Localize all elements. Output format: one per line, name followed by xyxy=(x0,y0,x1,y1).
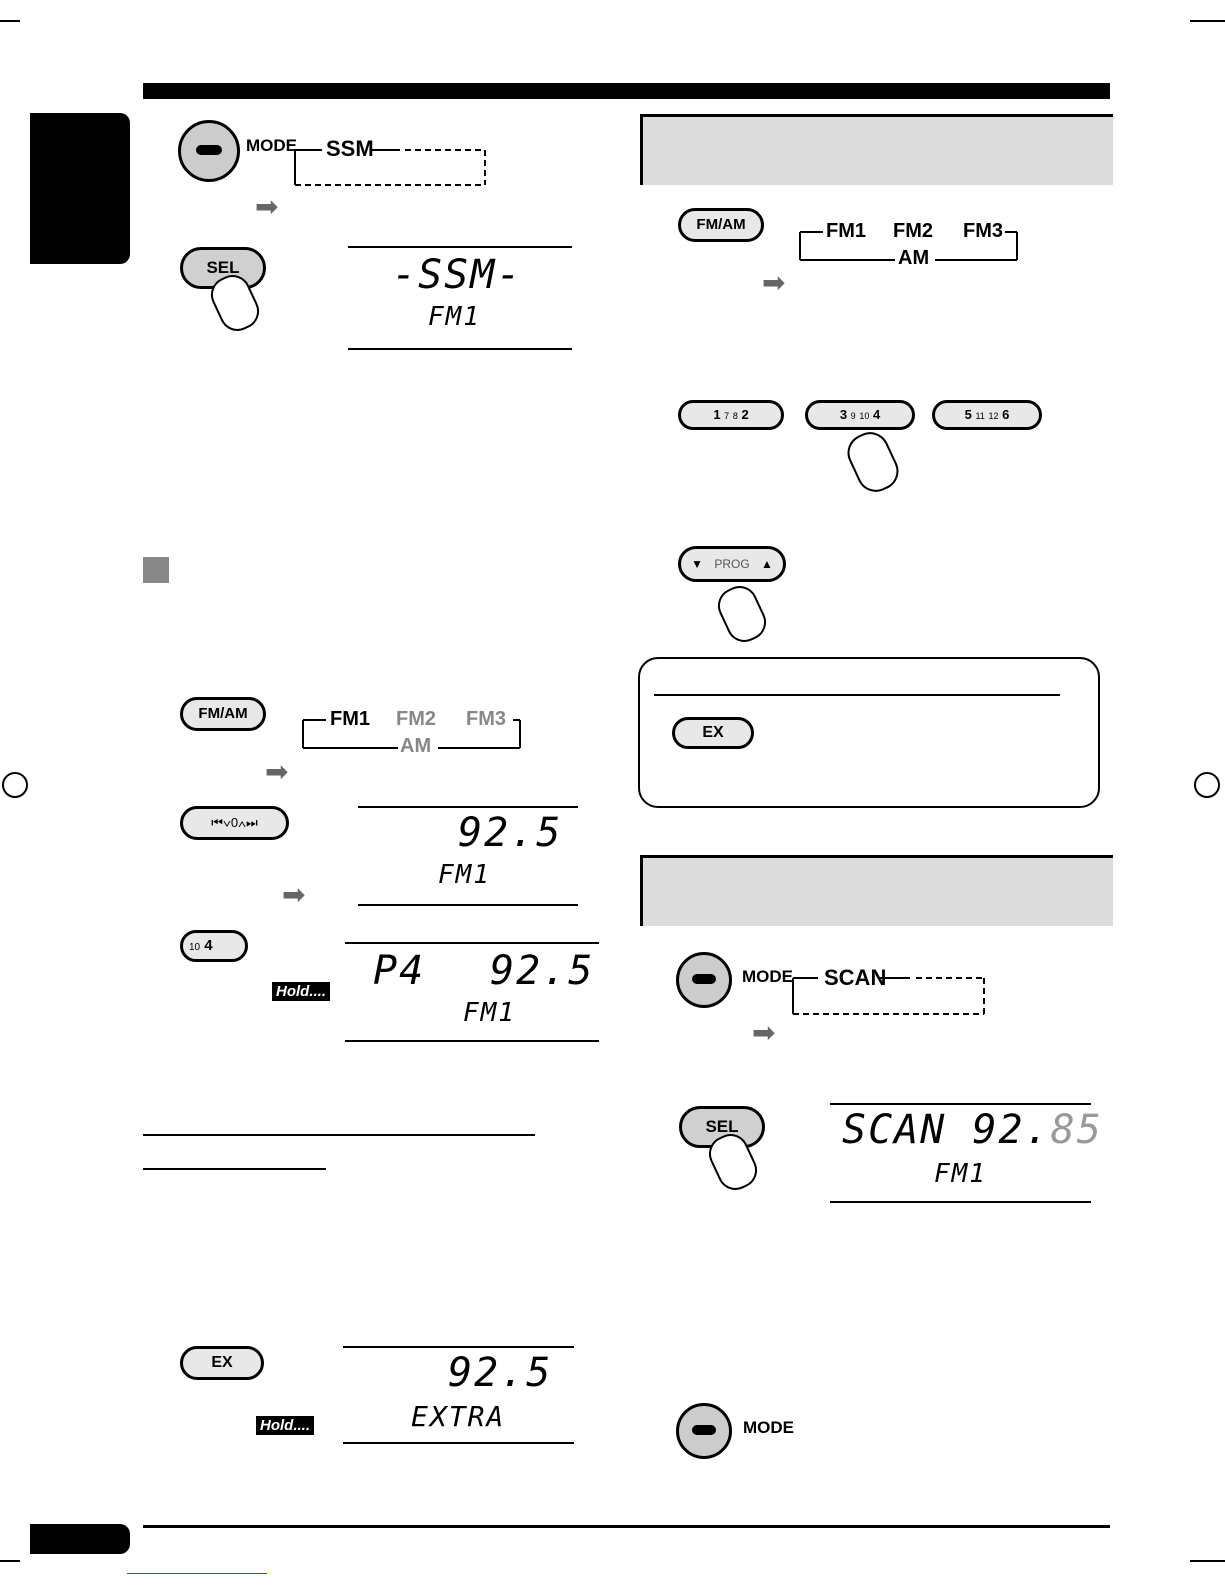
fm2-label: FM2 xyxy=(396,708,436,730)
preset-small-label: 11 xyxy=(975,411,985,421)
note-box xyxy=(638,657,1100,808)
preset-key-label: 4 xyxy=(204,937,213,954)
ssm-sequence-diagram xyxy=(290,135,500,190)
lcd-band-text: FM1 xyxy=(934,1159,987,1189)
section-header-box xyxy=(640,114,1113,185)
preset-label: 6 xyxy=(1002,407,1010,422)
preset-small-label: 9 xyxy=(850,411,856,421)
scan-sequence-diagram xyxy=(788,964,993,1019)
lcd-band-text: FM1 xyxy=(438,860,491,890)
preset-button-1-2[interactable] xyxy=(678,400,784,430)
lcd-frequency: 92.5 xyxy=(490,948,595,994)
mode-label: MODE xyxy=(742,967,793,986)
lcd-panel xyxy=(348,246,572,350)
registration-mark-right xyxy=(1194,772,1220,798)
preset-label: 1 xyxy=(713,407,721,422)
press-arrow-icon: ➡ xyxy=(752,1017,776,1048)
press-arrow-icon: ➡ xyxy=(255,191,279,222)
am-label: AM xyxy=(898,247,930,269)
section-header-box xyxy=(640,855,1113,926)
crop-mark xyxy=(1190,20,1225,22)
preset-button-3-4[interactable] xyxy=(805,400,915,430)
crop-mark xyxy=(1190,1560,1225,1562)
lcd-band-text: FM1 xyxy=(428,302,481,332)
hold-label: Hold.... xyxy=(256,1416,314,1435)
fm1-label: FM1 xyxy=(330,708,370,730)
footer-rule xyxy=(143,1525,1110,1528)
lcd-ssm-text: -SSM- xyxy=(392,252,523,298)
preset-label: 5 xyxy=(964,407,972,422)
fm3-label: FM3 xyxy=(466,708,506,730)
heading-rule xyxy=(143,1168,326,1170)
lcd-scan-dim-digits: 85 xyxy=(1050,1107,1103,1153)
fm3-label: FM3 xyxy=(963,220,1003,242)
preset-button-5-6[interactable] xyxy=(932,400,1042,430)
note-rule xyxy=(654,694,1060,696)
lcd-panel xyxy=(358,806,578,906)
fmam-button[interactable]: FM/AM xyxy=(180,697,266,731)
lcd-scan-frequency: SCAN 92. xyxy=(842,1107,1051,1153)
hold-label: Hold.... xyxy=(272,982,330,1001)
preset-small-label: 7 xyxy=(724,411,730,421)
registration-mark-left xyxy=(2,772,28,798)
page-number-tab xyxy=(30,1524,130,1554)
down-arrow-icon: ▼ xyxy=(691,557,703,571)
prog-button[interactable] xyxy=(678,546,786,582)
lcd-preset: P4 xyxy=(373,948,426,994)
mode-button[interactable] xyxy=(178,120,240,182)
preset-label: 2 xyxy=(741,407,749,422)
language-tab xyxy=(30,113,130,264)
ssm-label: SSM xyxy=(326,136,374,161)
ex-button[interactable]: EX xyxy=(180,1346,264,1380)
mode-button[interactable] xyxy=(676,952,732,1008)
crop-mark xyxy=(0,20,20,22)
mode-label: MODE xyxy=(246,136,297,155)
preset-small-label: 10 xyxy=(189,942,201,953)
preset-small-label: 12 xyxy=(988,411,999,421)
finger-icon xyxy=(712,580,772,648)
mode-label: MODE xyxy=(743,1418,794,1437)
preset-label: 4 xyxy=(872,407,881,422)
heading-rule xyxy=(143,1134,535,1136)
lcd-frequency: 92.5 xyxy=(458,810,563,856)
mode-button[interactable] xyxy=(676,1403,732,1459)
crop-mark xyxy=(0,1560,20,1562)
header-bar xyxy=(143,83,1110,99)
press-arrow-icon: ➡ xyxy=(762,267,786,298)
lcd-band-text: FM1 xyxy=(463,998,516,1028)
prog-label: PROG xyxy=(714,557,750,571)
ex-button[interactable]: EX xyxy=(672,717,754,749)
seek-button[interactable]: ⏮∨0∧⏭ xyxy=(180,806,289,840)
lcd-frequency: 92.5 xyxy=(448,1350,553,1396)
lcd-extra-text: EXTRA xyxy=(411,1400,506,1433)
press-arrow-icon: ➡ xyxy=(265,756,289,787)
preset-label: 3 xyxy=(839,407,848,422)
press-arrow-icon: ➡ xyxy=(282,879,306,910)
footer-link-line xyxy=(127,1573,267,1574)
finger-icon xyxy=(841,426,904,498)
am-label: AM xyxy=(400,735,432,757)
step-marker xyxy=(143,557,169,583)
preset-small-label: 8 xyxy=(732,411,738,421)
fm2-label: FM2 xyxy=(893,220,933,242)
lcd-scan-text xyxy=(842,1107,1103,1153)
sel-button[interactable]: SEL xyxy=(180,247,266,289)
preset-small-label: 10 xyxy=(859,411,870,421)
lcd-panel xyxy=(830,1103,1103,1203)
scan-label: SCAN xyxy=(824,965,887,990)
lcd-panel xyxy=(345,942,599,1042)
up-arrow-icon: ▲ xyxy=(761,557,773,571)
preset-4-button[interactable] xyxy=(180,930,248,962)
sel-button[interactable]: SEL xyxy=(679,1106,765,1148)
fmam-button[interactable]: FM/AM xyxy=(678,208,764,242)
lcd-panel xyxy=(343,1346,574,1444)
fm1-label: FM1 xyxy=(826,220,866,242)
